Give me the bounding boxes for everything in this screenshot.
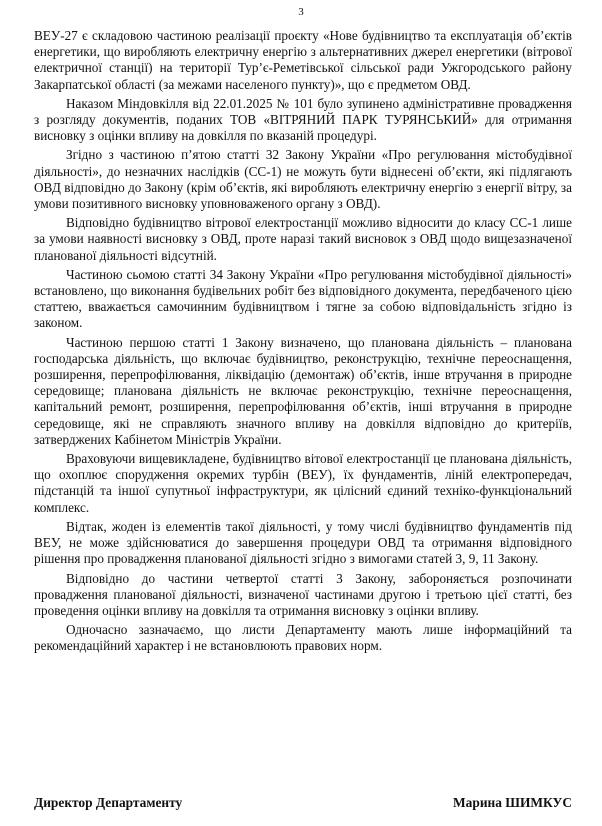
paragraph-8: Відтак, жоден із елементів такої діяльності, у тому числі будівництво фундаментів під ВЕУ, не може здійснюватися до завершення процедури ОВД та отримання відповідного рішення про провадження планованої діяльності згідно з вимогами статей 3, 9, 11 Закону. <box>34 518 572 567</box>
signatory-name: Марина ШИМКУС <box>453 795 572 810</box>
paragraph-9: Відповідно до частини четвертої статті 3 Закону, забороняється розпочинати провадження планованої діяльності, визначеної частинами другою і третьою цієї статті, без проведення оцінки впливу на довкілля та отримання висновку з оцінки впливу. <box>34 570 572 618</box>
page-number: 3 <box>298 6 304 18</box>
paragraph-4: Відповідно будівництво вітрової електростанції можливо відносити до класу СС-1 лише за умови наявності висновку з ОВД, проте наразі такий висновок з ОВД щодо вищезазначеної планованої діяльності відсутній. <box>34 215 572 263</box>
paragraph-5: Частиною сьомою статті 34 Закону України «Про регулювання містобудівної діяльності» встановлено, що виконання будівельних робіт без відповідного документа, передбаченого цією статтею, вважається самочинним будівництвом і тягне за собою відповідальність згідно із законом. <box>34 266 572 331</box>
signature-block <box>34 795 572 811</box>
signatory-position: Директор Департаменту <box>34 795 183 810</box>
document-body <box>34 28 572 658</box>
paragraph-1: ВЕУ-27 є складовою частиною реалізації проєкту «Нове будівництво та експлуатація об’єктів енергетики, що виробляють електричну енергію з альтернативних джерел енергетики (вітрової електричної станції) на території Тур’є-Реметівської сільської ради Ужгородського району Закарпатської області (за межами населеного пункту)», що є предметом ОВД. <box>34 28 572 92</box>
paragraph-3: Згідно з частиною п’ятою статті 32 Закону України «Про регулювання містобудівної діяльності», до незначних наслідків (СС-1) не можуть бути віднесені об’єкти, які підлягають ОВД відповідно до Закону (крім об’єктів, які виробляють електричну енергію з енергії вітру, за умови позитивного висновку уповноваженого органу з ОВД). <box>34 147 572 212</box>
paragraph-2: Наказом Міндовкілля від 22.01.2025 № 101 було зупинено адміністративне провадження з розгляду документів, поданих ТОВ «ВІТРЯНИЙ ПАРК ТУРЯНСЬКИЙ» для отримання висновку з оцінки впливу на довкілля по вказаній процедурі. <box>34 95 572 144</box>
paragraph-10: Одночасно зазначаємо, що листи Департаменту мають лише інформаційний та рекомендаційний характер і не встановлюють правових норм. <box>34 622 572 654</box>
paragraph-6: Частиною першою статті 1 Закону визначено, що планована діяльність – планована господарська діяльність, що включає будівництво, реконструкцію, технічне переоснащення, розширення, перепрофілювання, ліквідацію (демонтаж) об’єктів, інше втручання в природне середовище; планована діяльність не включає реконструкцію, технічне переоснащення, капітальний ремонт, розширення, перепрофілювання об’єктів, інші втручання в природне середовище, які не справляють значного впливу на довкілля відповідно до критеріїв, затверджених Кабінетом Міністрів України. <box>34 334 572 447</box>
paragraph-7: Враховуючи вищевикладене, будівництво вітової електростанції це планована діяльність, що охоплює спорудження окремих турбін (ВЕУ), їх фундаментів, ліній електропередач, підстанцій та іншої супутньої інфраструктури, як цілісний єдиний техніко-функціональний комплекс. <box>34 451 572 515</box>
